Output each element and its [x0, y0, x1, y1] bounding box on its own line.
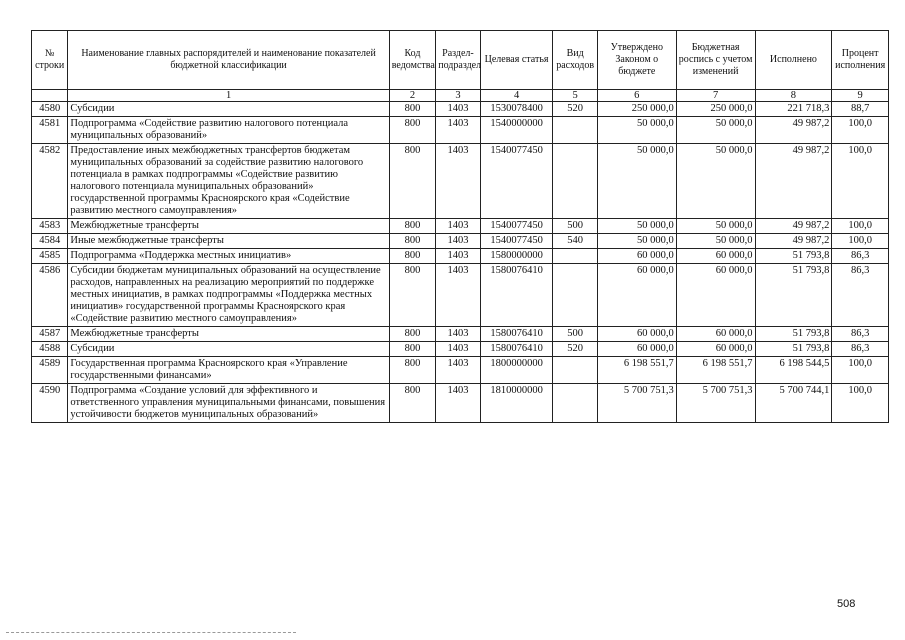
- row-approved: 6 198 551,7: [597, 357, 676, 384]
- row-target-article: 1540077450: [480, 234, 553, 249]
- header-budget-schedule: Бюджетная роспись с учетом изменений: [676, 31, 755, 90]
- row-number: 4582: [32, 144, 68, 219]
- header-dept-code: Код ведомства: [389, 31, 435, 90]
- table-row: [32, 219, 889, 234]
- row-number: 4583: [32, 219, 68, 234]
- row-percent: 100,0: [832, 144, 889, 219]
- page-number: 508: [837, 598, 856, 610]
- row-budget-schedule: 6 198 551,7: [676, 357, 755, 384]
- row-name: Государственная программа Красноярского края «Управление государственными финансами»: [68, 357, 389, 384]
- row-number: 4588: [32, 342, 68, 357]
- row-percent: 100,0: [832, 384, 889, 423]
- row-executed: 51 793,8: [755, 264, 832, 327]
- row-percent: 100,0: [832, 357, 889, 384]
- row-executed: 51 793,8: [755, 342, 832, 357]
- row-budget-schedule: 60 000,0: [676, 249, 755, 264]
- row-budget-schedule: 60 000,0: [676, 327, 755, 342]
- row-target-article: 1580076410: [480, 327, 553, 342]
- row-target-article: 1530078400: [480, 102, 553, 117]
- table-row: [32, 342, 889, 357]
- column-number: 2: [389, 90, 435, 102]
- row-name: Подпрограмма «Создание условий для эффективного и ответственного управления муниципальными финансами, повышения устойчивости бюджетов муниципальных образований»: [68, 384, 389, 423]
- table-row: [32, 264, 889, 327]
- row-target-article: 1800000000: [480, 357, 553, 384]
- row-percent: 88,7: [832, 102, 889, 117]
- header-row-number: № строки: [32, 31, 68, 90]
- row-number: 4586: [32, 264, 68, 327]
- row-section: 1403: [436, 342, 480, 357]
- column-number: 8: [755, 90, 832, 102]
- row-executed: 221 718,3: [755, 102, 832, 117]
- table-header-row: [32, 31, 889, 90]
- row-dept-code: 800: [389, 384, 435, 423]
- row-target-article: 1580076410: [480, 342, 553, 357]
- row-dept-code: 800: [389, 234, 435, 249]
- row-dept-code: 800: [389, 117, 435, 144]
- row-number: 4587: [32, 327, 68, 342]
- table-row: [32, 117, 889, 144]
- row-expense-type: [553, 117, 597, 144]
- row-name: Межбюджетные трансферты: [68, 219, 389, 234]
- row-approved: 5 700 751,3: [597, 384, 676, 423]
- row-target-article: 1540077450: [480, 144, 553, 219]
- row-expense-type: 540: [553, 234, 597, 249]
- row-expense-type: [553, 144, 597, 219]
- header-expense-type: Вид расходов: [553, 31, 597, 90]
- row-name: Межбюджетные трансферты: [68, 327, 389, 342]
- header-section: Раздел-подраздел: [436, 31, 480, 90]
- row-dept-code: 800: [389, 342, 435, 357]
- row-name: Субсидии бюджетам муниципальных образований на осуществление расходов, направленных на реализацию мероприятий по поддержке местных инициатив, в рамках подпрограммы «Поддержка местных инициатив» государственной программы Красноярского края «Содействие развитию местного самоуправления»: [68, 264, 389, 327]
- row-section: 1403: [436, 219, 480, 234]
- row-approved: 250 000,0: [597, 102, 676, 117]
- row-dept-code: 800: [389, 144, 435, 219]
- column-number: 5: [553, 90, 597, 102]
- row-expense-type: [553, 264, 597, 327]
- row-expense-type: 500: [553, 327, 597, 342]
- row-target-article: 1540000000: [480, 117, 553, 144]
- row-dept-code: 800: [389, 102, 435, 117]
- row-budget-schedule: 250 000,0: [676, 102, 755, 117]
- row-budget-schedule: 50 000,0: [676, 219, 755, 234]
- row-section: 1403: [436, 249, 480, 264]
- row-expense-type: 520: [553, 102, 597, 117]
- budget-execution-table: [31, 30, 889, 423]
- column-number: 9: [832, 90, 889, 102]
- row-approved: 50 000,0: [597, 144, 676, 219]
- table-row: [32, 144, 889, 219]
- row-number: 4580: [32, 102, 68, 117]
- column-number: 1: [68, 90, 389, 102]
- row-expense-type: [553, 384, 597, 423]
- column-number-row: [32, 90, 889, 102]
- row-number: 4585: [32, 249, 68, 264]
- row-name: Подпрограмма «Поддержка местных инициатив»: [68, 249, 389, 264]
- row-percent: 86,3: [832, 327, 889, 342]
- row-section: 1403: [436, 234, 480, 249]
- column-number: 4: [480, 90, 553, 102]
- row-name: Иные межбюджетные трансферты: [68, 234, 389, 249]
- table-body: [32, 102, 889, 423]
- row-name: Предоставление иных межбюджетных трансфертов бюджетам муниципальных образований за содействие развитию налогового потенциала в рамках подпрограммы «Содействие развитию налогового потенциала муниципальных образований» государственной программы Красноярского края «Содействие развитию местного самоуправления»: [68, 144, 389, 219]
- row-executed: 49 987,2: [755, 117, 832, 144]
- row-budget-schedule: 50 000,0: [676, 234, 755, 249]
- row-section: 1403: [436, 117, 480, 144]
- row-section: 1403: [436, 144, 480, 219]
- row-name: Субсидии: [68, 342, 389, 357]
- table-row: [32, 102, 889, 117]
- bottom-scan-line: [6, 632, 296, 633]
- row-percent: 100,0: [832, 219, 889, 234]
- table-row: [32, 357, 889, 384]
- row-dept-code: 800: [389, 249, 435, 264]
- row-section: 1403: [436, 102, 480, 117]
- row-number: 4589: [32, 357, 68, 384]
- row-section: 1403: [436, 264, 480, 327]
- row-name: Подпрограмма «Содействие развитию налогового потенциала муниципальных образований»: [68, 117, 389, 144]
- row-target-article: 1540077450: [480, 219, 553, 234]
- row-name: Субсидии: [68, 102, 389, 117]
- row-budget-schedule: 50 000,0: [676, 117, 755, 144]
- column-number: 7: [676, 90, 755, 102]
- row-approved: 60 000,0: [597, 327, 676, 342]
- row-number: 4584: [32, 234, 68, 249]
- row-executed: 49 987,2: [755, 144, 832, 219]
- row-percent: 86,3: [832, 264, 889, 327]
- row-number: 4590: [32, 384, 68, 423]
- row-executed: 49 987,2: [755, 219, 832, 234]
- row-expense-type: 500: [553, 219, 597, 234]
- row-approved: 60 000,0: [597, 249, 676, 264]
- header-target-article: Целевая статья: [480, 31, 553, 90]
- row-approved: 60 000,0: [597, 342, 676, 357]
- row-percent: 100,0: [832, 117, 889, 144]
- row-expense-type: [553, 357, 597, 384]
- row-executed: 51 793,8: [755, 249, 832, 264]
- table-row: [32, 327, 889, 342]
- row-approved: 50 000,0: [597, 219, 676, 234]
- table-row: [32, 249, 889, 264]
- row-expense-type: 520: [553, 342, 597, 357]
- row-dept-code: 800: [389, 219, 435, 234]
- row-executed: 6 198 544,5: [755, 357, 832, 384]
- row-section: 1403: [436, 327, 480, 342]
- row-executed: 5 700 744,1: [755, 384, 832, 423]
- row-budget-schedule: 60 000,0: [676, 342, 755, 357]
- row-executed: 49 987,2: [755, 234, 832, 249]
- row-section: 1403: [436, 357, 480, 384]
- row-executed: 51 793,8: [755, 327, 832, 342]
- header-approved: Утверждено Законом о бюджете: [597, 31, 676, 90]
- row-approved: 60 000,0: [597, 264, 676, 327]
- header-percent: Процент исполнения: [832, 31, 889, 90]
- row-expense-type: [553, 249, 597, 264]
- row-approved: 50 000,0: [597, 234, 676, 249]
- column-number: 3: [436, 90, 480, 102]
- row-target-article: 1810000000: [480, 384, 553, 423]
- row-target-article: 1580000000: [480, 249, 553, 264]
- row-section: 1403: [436, 384, 480, 423]
- row-target-article: 1580076410: [480, 264, 553, 327]
- row-budget-schedule: 60 000,0: [676, 264, 755, 327]
- row-percent: 100,0: [832, 234, 889, 249]
- row-dept-code: 800: [389, 327, 435, 342]
- column-number: [32, 90, 68, 102]
- row-dept-code: 800: [389, 264, 435, 327]
- header-executed: Исполнено: [755, 31, 832, 90]
- row-percent: 86,3: [832, 342, 889, 357]
- row-budget-schedule: 5 700 751,3: [676, 384, 755, 423]
- column-number: 6: [597, 90, 676, 102]
- row-budget-schedule: 50 000,0: [676, 144, 755, 219]
- row-approved: 50 000,0: [597, 117, 676, 144]
- header-name: Наименование главных распорядителей и наименование показателей бюджетной классификации: [68, 31, 389, 90]
- table-row: [32, 384, 889, 423]
- table-row: [32, 234, 889, 249]
- row-percent: 86,3: [832, 249, 889, 264]
- row-dept-code: 800: [389, 357, 435, 384]
- row-number: 4581: [32, 117, 68, 144]
